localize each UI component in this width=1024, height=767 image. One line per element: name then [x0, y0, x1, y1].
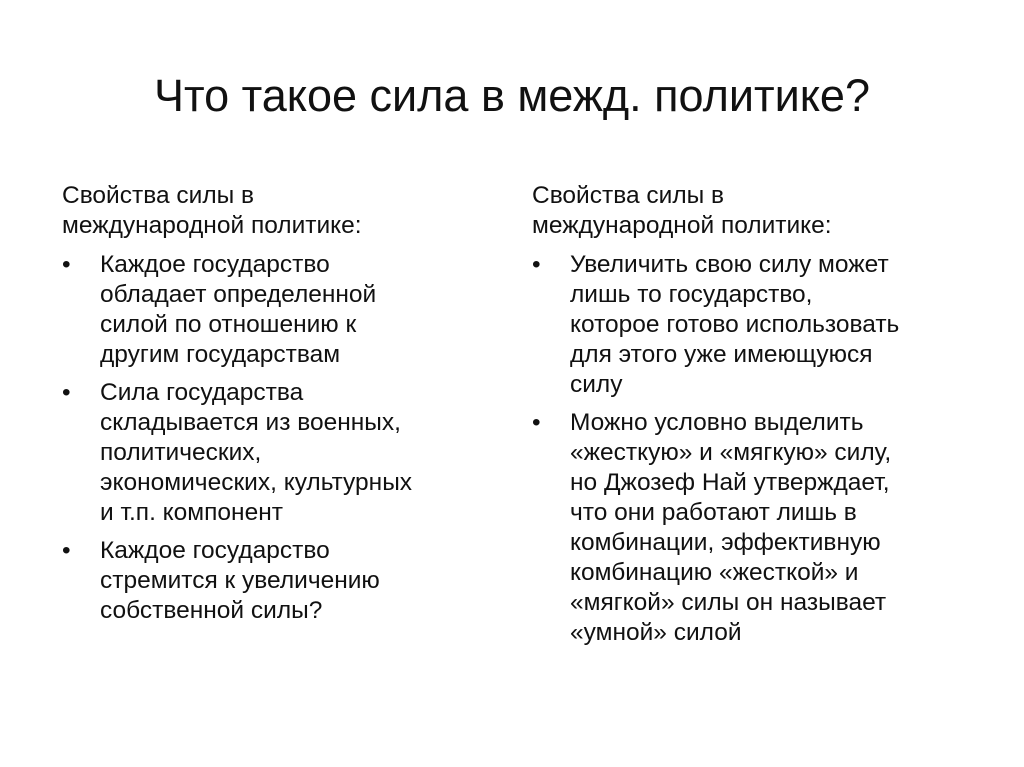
bullet-line: что они работают лишь в — [570, 499, 857, 526]
bullet-icon: • — [62, 251, 71, 278]
bullet-line: комбинацию «жесткой» и — [570, 559, 859, 586]
heading-line: международной политике: — [532, 212, 832, 239]
bullet-line: экономических, культурных — [100, 469, 413, 496]
bullet-line: стремится к увеличению — [100, 567, 380, 594]
bullet-line: Сила государства — [100, 379, 304, 406]
bullet-icon: • — [62, 537, 71, 564]
heading-line: международной политике: — [62, 212, 362, 239]
right-column — [532, 181, 972, 656]
bullet-item — [62, 378, 482, 528]
bullet-line: для этого уже имеющуюся — [570, 341, 873, 368]
heading-line: Свойства силы в — [532, 182, 725, 209]
bullet-line: складывается из военных, — [100, 409, 401, 436]
bullet-line: «умной» силой — [570, 619, 742, 646]
bullet-line: другим государствам — [100, 341, 341, 368]
bullet-icon: • — [62, 379, 71, 406]
bullet-line: силу — [570, 371, 623, 398]
bullet-line: но Джозеф Най утверждает, — [570, 469, 890, 496]
right-bullet-list — [532, 250, 972, 648]
bullet-line: которое готово использовать — [570, 311, 900, 338]
bullet-item — [62, 250, 482, 370]
bullet-line: лишь то государство, — [570, 281, 813, 308]
bullet-line: собственной силы? — [100, 597, 323, 624]
heading-line: Свойства силы в — [62, 182, 255, 209]
bullet-icon: • — [532, 251, 541, 278]
left-column — [62, 181, 482, 634]
bullet-icon: • — [532, 409, 541, 436]
slide-title: Что такое сила в межд. политике? — [154, 70, 870, 121]
right-column-heading — [532, 181, 972, 241]
bullet-line: комбинации, эффективную — [570, 529, 881, 556]
bullet-item — [532, 408, 972, 648]
bullet-line: «жесткую» и «мягкую» силу, — [570, 439, 892, 466]
bullet-line: «мягкой» силы он называет — [570, 589, 887, 616]
left-column-heading — [62, 181, 482, 241]
bullet-line: и т.п. компонент — [100, 499, 283, 526]
bullet-line: политических, — [100, 439, 262, 466]
bullet-item — [62, 536, 482, 626]
bullet-line: Каждое государство — [100, 537, 330, 564]
left-bullet-list — [62, 250, 482, 626]
bullet-line: Можно условно выделить — [570, 409, 864, 436]
bullet-line: Увеличить свою силу может — [570, 251, 889, 278]
bullet-item — [532, 250, 972, 400]
bullet-line: силой по отношению к — [100, 311, 357, 338]
bullet-line: обладает определенной — [100, 281, 377, 308]
bullet-line: Каждое государство — [100, 251, 330, 278]
